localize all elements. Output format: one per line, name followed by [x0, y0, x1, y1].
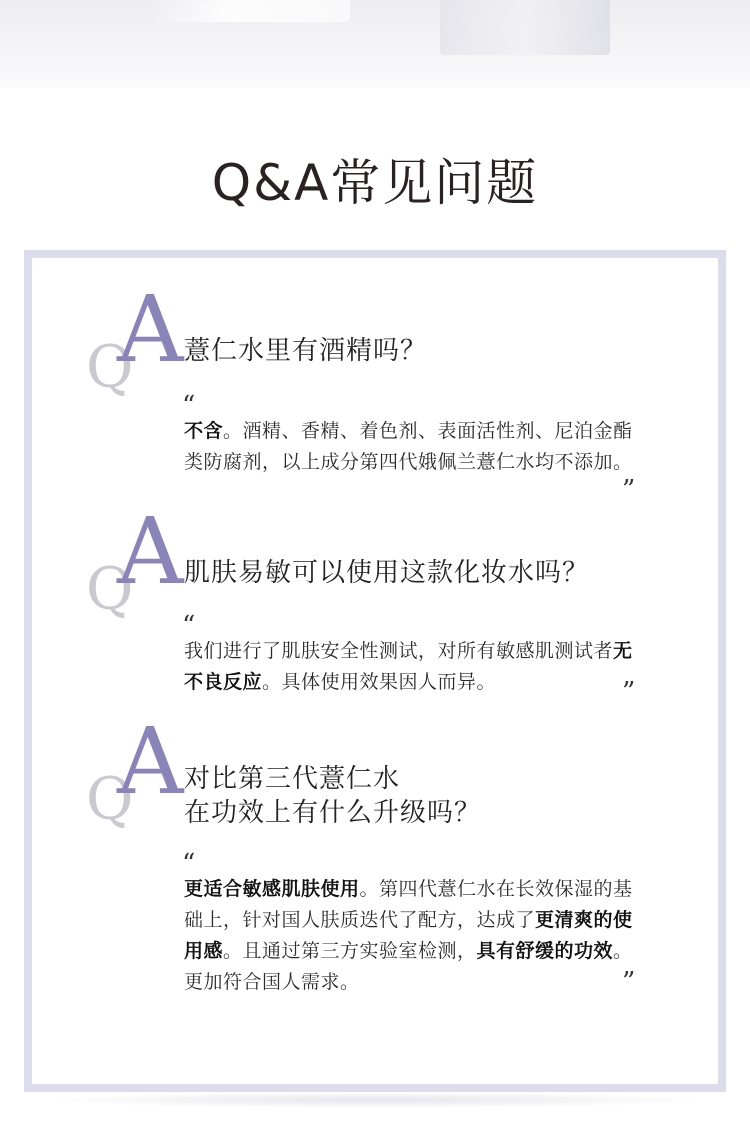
card-shadow: [40, 1092, 710, 1108]
product-box-image: [440, 0, 610, 55]
q-letter: Q: [86, 333, 134, 401]
top-product-banner: [0, 0, 750, 88]
a-letter: A: [117, 708, 184, 815]
open-quote-icon: “: [182, 611, 196, 641]
close-quote-icon: ”: [622, 677, 636, 707]
question-text: 薏仁水里有酒精吗？: [184, 336, 428, 366]
answer-text: 不含。酒精、香精、着色剂、表面活性剂、尼泊金酯类防腐剂，以上成分第四代娥佩兰薏仁水均不添加。: [184, 420, 633, 473]
q-letter: Q: [86, 765, 134, 833]
close-quote-icon: ”: [622, 967, 636, 997]
a-letter: A: [117, 498, 184, 605]
close-quote-icon: ”: [622, 475, 636, 505]
open-quote-icon: “: [182, 391, 196, 421]
product-bottle-image: [150, 0, 350, 22]
open-quote-icon: “: [182, 849, 196, 879]
qa-card: [24, 250, 726, 1092]
page-title: Q&A常见问题: [211, 154, 539, 212]
question-text: 对比第三代薏仁水 在功效上有什么升级吗？: [184, 764, 482, 828]
answer-text: 我们进行了肌肤安全性测试，对所有敏感肌测试者无不良反应。具体使用效果因人而异。: [184, 640, 633, 693]
question-text: 肌肤易敏可以使用这款化妆水吗？: [184, 558, 590, 588]
a-letter: A: [117, 276, 184, 383]
answer-text: 更适合敏感肌肤使用。第四代薏仁水在长效保湿的基础上，针对国人肤质迭代了配方，达成了更清爽的使用感。且通过第三方实验室检测，具有舒缓的功效。更加符合国人需求。: [184, 878, 633, 993]
q-letter: Q: [86, 555, 134, 623]
